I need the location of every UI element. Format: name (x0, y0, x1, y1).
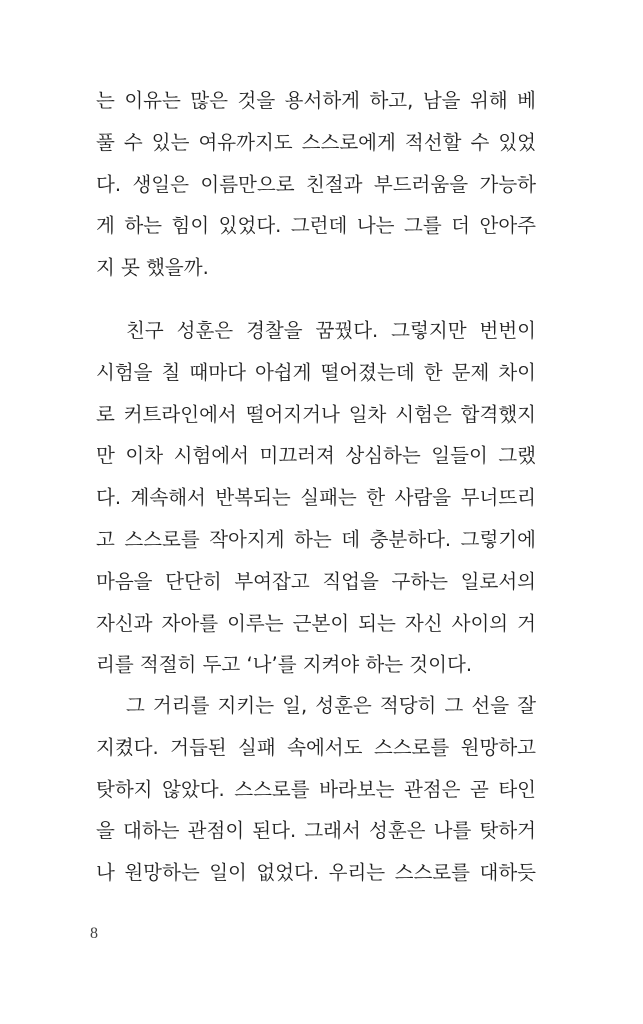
text-line: 만 이차 시험에서 미끄러져 상심하는 일들이 그랬 (96, 444, 536, 468)
text-line: 지켰다. 거듭된 실패 속에서도 스스로를 원망하고 (96, 735, 536, 759)
text-line: 그 거리를 지키는 일, 성훈은 적당히 그 선을 잘 (126, 694, 536, 717)
text-line: 을 대하는 관점이 된다. 그래서 성훈은 나를 탓하거 (96, 819, 536, 843)
text-line: 다. 계속해서 반복되는 실패는 한 사람을 무너뜨리 (96, 486, 536, 510)
paragraph-1 (96, 80, 536, 289)
text-line: 자신과 자아를 이루는 근본이 되는 자신 사이의 거 (96, 611, 536, 635)
text-line: 마음을 단단히 부여잡고 직업을 구하는 일로서의 (96, 569, 536, 593)
text-line: 친구 성훈은 경찰을 꿈꿨다. 그렇지만 번번이 (126, 319, 536, 342)
text-line: 고 스스로를 작아지게 하는 데 충분하다. 그렇기에 (96, 527, 536, 551)
paragraph-3 (96, 685, 536, 894)
text-line: 는 이유는 많은 것을 용서하게 하고, 남을 위해 베 (96, 89, 536, 112)
text-line: 게 하는 힘이 있었다. 그런데 나는 그를 더 안아주 (96, 214, 536, 238)
text-line: 리를 적절히 두고 ‘나’를 지켜야 하는 것이다. (96, 653, 473, 677)
text-line: 시험을 칠 때마다 아쉽게 떨어졌는데 한 문제 차이 (96, 360, 536, 384)
text-line: 탓하지 않았다. 스스로를 바라보는 관점은 곧 타인 (96, 777, 536, 801)
text-line: 로 커트라인에서 떨어지거나 일차 시험은 합격했지 (96, 402, 536, 426)
text-line: 나 원망하는 일이 없었다. 우리는 스스로를 대하듯 (96, 861, 536, 885)
page-number: 8 (90, 925, 98, 942)
paragraph-2 (96, 310, 536, 686)
text-line: 풀 수 있는 여유까지도 스스로에게 적선할 수 있었 (96, 130, 536, 154)
text-line: 지 못 했을까. (96, 256, 209, 280)
text-line: 다. 생일은 이름만으로 친절과 부드러움을 가능하 (96, 172, 536, 196)
